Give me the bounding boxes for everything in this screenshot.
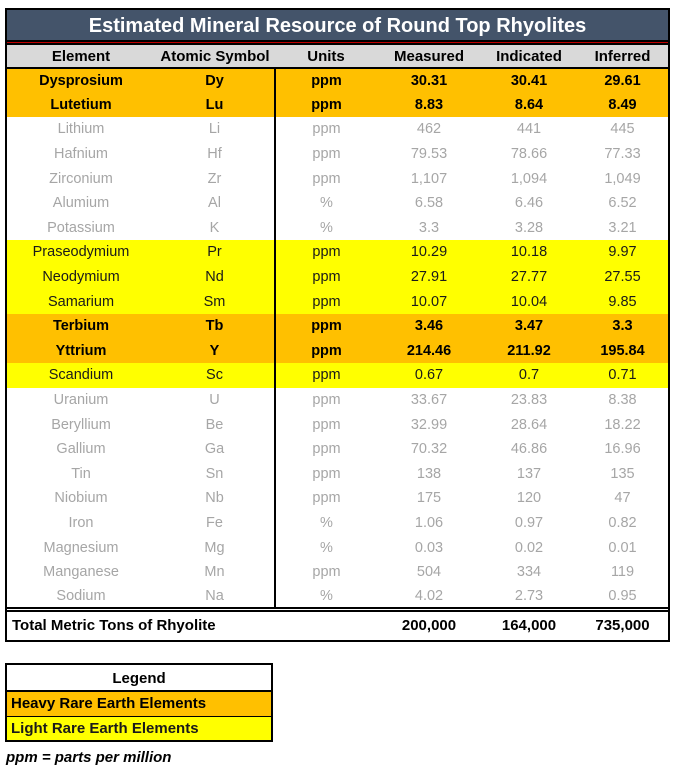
cell-units: ppm bbox=[275, 486, 377, 511]
cell-measured: 33.67 bbox=[410, 392, 448, 409]
cell-inferred: 0.71 bbox=[608, 367, 637, 384]
cell-units: % bbox=[275, 535, 377, 560]
cell-symbol: Al bbox=[208, 195, 221, 212]
page-title: Estimated Mineral Resource of Round Top Rhyolites bbox=[7, 10, 668, 42]
cell-symbol: Sc bbox=[206, 367, 223, 384]
cell-inferred: 16.96 bbox=[604, 441, 641, 458]
cell-inferred: 8.49 bbox=[608, 96, 637, 113]
total-measured: 200,000 bbox=[377, 609, 481, 640]
cell-element: Potassium bbox=[47, 219, 115, 236]
cell-inferred: 3.3 bbox=[612, 318, 633, 335]
cell-inferred: 8.38 bbox=[608, 392, 637, 409]
cell-units: % bbox=[275, 511, 377, 536]
cell-units: ppm bbox=[275, 363, 377, 388]
cell-inferred: 195.84 bbox=[600, 342, 645, 359]
cell-indicated: 211.92 bbox=[507, 342, 551, 359]
cell-measured: 27.91 bbox=[410, 269, 448, 286]
cell-measured: 1.06 bbox=[414, 514, 444, 531]
cell-element: Lithium bbox=[57, 121, 105, 138]
cell-element: Uranium bbox=[53, 392, 109, 409]
table-footer bbox=[7, 609, 668, 640]
cell-units: ppm bbox=[275, 117, 377, 142]
cell-indicated: 3.47 bbox=[514, 318, 544, 335]
cell-symbol: Tb bbox=[205, 318, 224, 335]
cell-units: ppm bbox=[275, 412, 377, 437]
cell-indicated: 3.28 bbox=[514, 219, 544, 236]
cell-units: ppm bbox=[275, 437, 377, 462]
cell-indicated: 28.64 bbox=[510, 416, 548, 433]
cell-inferred: 9.85 bbox=[608, 293, 637, 310]
cell-symbol: Mn bbox=[204, 564, 225, 581]
table-row bbox=[7, 412, 668, 437]
cell-measured: 1,107 bbox=[410, 170, 448, 187]
cell-inferred: 1,049 bbox=[604, 170, 641, 187]
cell-symbol: Zr bbox=[207, 170, 222, 187]
cell-symbol: K bbox=[209, 219, 220, 236]
cell-measured: 0.03 bbox=[414, 539, 444, 556]
cell-indicated: 23.83 bbox=[510, 392, 548, 409]
cell-symbol: Hf bbox=[207, 146, 222, 163]
resource-table-box bbox=[5, 8, 670, 642]
ppm-footnote: ppm = parts per million bbox=[6, 749, 172, 766]
table-row bbox=[7, 462, 668, 487]
legend-item-light-rare-earth: Light Rare Earth Elements bbox=[7, 716, 271, 740]
cell-units: % bbox=[275, 584, 377, 609]
cell-element: Magnesium bbox=[43, 539, 119, 556]
table-row bbox=[7, 339, 668, 364]
cell-units: ppm bbox=[275, 314, 377, 339]
cell-symbol: Lu bbox=[205, 96, 224, 113]
cell-symbol: Fe bbox=[206, 514, 223, 531]
cell-measured: 70.32 bbox=[410, 441, 448, 458]
cell-element: Tin bbox=[71, 465, 91, 482]
table-row bbox=[7, 216, 668, 241]
cell-indicated: 10.18 bbox=[510, 244, 548, 261]
total-row-label: Total Metric Tons of Rhyolite bbox=[7, 609, 377, 640]
cell-measured: 10.07 bbox=[410, 293, 448, 310]
cell-units: % bbox=[275, 191, 377, 216]
cell-symbol: Nd bbox=[205, 269, 224, 286]
cell-measured: 214.46 bbox=[406, 342, 452, 359]
cell-symbol: Ga bbox=[204, 441, 225, 458]
table-row bbox=[7, 93, 668, 118]
cell-symbol: Nb bbox=[205, 490, 224, 507]
cell-measured: 0.67 bbox=[414, 367, 444, 384]
cell-units: ppm bbox=[275, 240, 377, 265]
cell-inferred: 0.95 bbox=[608, 587, 637, 604]
cell-symbol: Sm bbox=[203, 293, 226, 310]
legend-item-heavy-rare-earth: Heavy Rare Earth Elements bbox=[7, 692, 271, 716]
cell-measured: 138 bbox=[416, 465, 442, 482]
cell-measured: 32.99 bbox=[410, 416, 448, 433]
cell-indicated: 30.41 bbox=[510, 72, 548, 89]
cell-measured: 10.29 bbox=[410, 244, 448, 261]
cell-units: ppm bbox=[275, 560, 377, 585]
cell-units: ppm bbox=[275, 166, 377, 191]
cell-element: Lutetium bbox=[50, 96, 112, 113]
table-row bbox=[7, 486, 668, 511]
cell-element: Yttrium bbox=[55, 342, 107, 359]
cell-units: ppm bbox=[275, 265, 377, 290]
cell-element: Neodymium bbox=[42, 269, 120, 286]
cell-element: Hafnium bbox=[54, 146, 108, 163]
cell-symbol: Li bbox=[208, 121, 221, 138]
cell-units: ppm bbox=[275, 93, 377, 118]
cell-inferred: 0.82 bbox=[608, 514, 637, 531]
table-row bbox=[7, 191, 668, 216]
cell-inferred: 0.01 bbox=[608, 539, 637, 556]
cell-element: Praseodymium bbox=[32, 244, 130, 261]
cell-symbol: Pr bbox=[207, 244, 222, 261]
table-row bbox=[7, 584, 668, 609]
table-row bbox=[7, 535, 668, 560]
cell-symbol: U bbox=[209, 392, 220, 409]
cell-units: ppm bbox=[275, 68, 377, 93]
cell-element: Terbium bbox=[52, 318, 110, 335]
table-row bbox=[7, 166, 668, 191]
legend bbox=[5, 663, 273, 742]
cell-inferred: 445 bbox=[610, 121, 635, 138]
cell-units: ppm bbox=[275, 142, 377, 167]
cell-measured: 8.83 bbox=[414, 96, 444, 113]
table-row bbox=[7, 314, 668, 339]
table-row bbox=[7, 265, 668, 290]
cell-inferred: 9.97 bbox=[608, 244, 637, 261]
cell-indicated: 46.86 bbox=[510, 441, 548, 458]
cell-element: Zirconium bbox=[49, 170, 113, 187]
cell-symbol: Mg bbox=[204, 539, 225, 556]
cell-measured: 4.02 bbox=[414, 587, 444, 604]
column-header-atomic-symbol: Atomic Symbol bbox=[155, 45, 275, 68]
table-header bbox=[7, 45, 668, 68]
cell-indicated: 6.46 bbox=[514, 195, 544, 212]
cell-inferred: 47 bbox=[614, 490, 631, 507]
cell-measured: 79.53 bbox=[410, 146, 448, 163]
cell-element: Beryllium bbox=[51, 416, 111, 433]
cell-measured: 3.3 bbox=[418, 219, 440, 236]
column-header-inferred: Inferred bbox=[577, 45, 668, 68]
cell-measured: 30.31 bbox=[410, 72, 448, 89]
cell-element: Gallium bbox=[56, 441, 106, 458]
table-row bbox=[7, 117, 668, 142]
cell-element: Sodium bbox=[56, 587, 106, 604]
cell-indicated: 120 bbox=[516, 490, 542, 507]
cell-symbol: Na bbox=[205, 587, 224, 604]
total-row bbox=[7, 609, 668, 640]
cell-element: Manganese bbox=[43, 564, 119, 581]
cell-indicated: 10.04 bbox=[510, 293, 548, 310]
cell-element: Iron bbox=[68, 514, 94, 531]
table-body bbox=[7, 68, 668, 609]
column-header-indicated: Indicated bbox=[481, 45, 577, 68]
cell-indicated: 8.64 bbox=[514, 96, 544, 113]
cell-measured: 462 bbox=[416, 121, 442, 138]
cell-inferred: 6.52 bbox=[608, 195, 637, 212]
cell-inferred: 135 bbox=[610, 465, 635, 482]
legend-title: Legend bbox=[7, 665, 271, 692]
table-row bbox=[7, 142, 668, 167]
header-row bbox=[7, 45, 668, 68]
cell-element: Niobium bbox=[54, 490, 108, 507]
cell-indicated: 2.73 bbox=[514, 587, 544, 604]
total-inferred: 735,000 bbox=[577, 609, 668, 640]
cell-units: ppm bbox=[275, 462, 377, 487]
cell-indicated: 137 bbox=[516, 465, 542, 482]
cell-units: ppm bbox=[275, 339, 377, 364]
table-row bbox=[7, 240, 668, 265]
cell-measured: 3.46 bbox=[414, 318, 444, 335]
cell-indicated: 78.66 bbox=[510, 146, 548, 163]
cell-units: ppm bbox=[275, 289, 377, 314]
cell-element: Alumium bbox=[52, 195, 110, 212]
column-header-measured: Measured bbox=[377, 45, 481, 68]
cell-symbol: Y bbox=[209, 342, 220, 359]
column-header-element: Element bbox=[7, 45, 155, 68]
cell-indicated: 1,094 bbox=[510, 170, 548, 187]
cell-measured: 175 bbox=[416, 490, 442, 507]
table-row bbox=[7, 437, 668, 462]
table-row bbox=[7, 68, 668, 93]
cell-inferred: 3.21 bbox=[608, 219, 637, 236]
resource-table bbox=[7, 45, 668, 640]
cell-measured: 504 bbox=[416, 564, 442, 581]
cell-indicated: 0.97 bbox=[514, 514, 544, 531]
cell-element: Samarium bbox=[47, 293, 115, 310]
cell-inferred: 77.33 bbox=[604, 146, 641, 163]
cell-inferred: 119 bbox=[610, 564, 635, 581]
table-row bbox=[7, 289, 668, 314]
table-row bbox=[7, 363, 668, 388]
cell-units: ppm bbox=[275, 388, 377, 413]
cell-inferred: 27.55 bbox=[604, 269, 641, 286]
cell-symbol: Dy bbox=[205, 72, 224, 89]
cell-indicated: 0.02 bbox=[514, 539, 544, 556]
table-row bbox=[7, 560, 668, 585]
cell-indicated: 0.7 bbox=[518, 367, 540, 384]
cell-inferred: 18.22 bbox=[604, 416, 641, 433]
cell-inferred: 29.61 bbox=[604, 72, 641, 89]
cell-symbol: Be bbox=[205, 416, 224, 433]
column-header-units: Units bbox=[275, 45, 377, 68]
cell-indicated: 334 bbox=[516, 564, 542, 581]
table-row bbox=[7, 388, 668, 413]
cell-symbol: Sn bbox=[205, 465, 224, 482]
cell-element: Dysprosium bbox=[39, 72, 123, 89]
cell-units: % bbox=[275, 216, 377, 241]
total-indicated: 164,000 bbox=[481, 609, 577, 640]
cell-element: Scandium bbox=[48, 367, 114, 384]
cell-indicated: 27.77 bbox=[510, 269, 548, 286]
table-row bbox=[7, 511, 668, 536]
cell-indicated: 441 bbox=[516, 121, 542, 138]
cell-measured: 6.58 bbox=[414, 195, 444, 212]
